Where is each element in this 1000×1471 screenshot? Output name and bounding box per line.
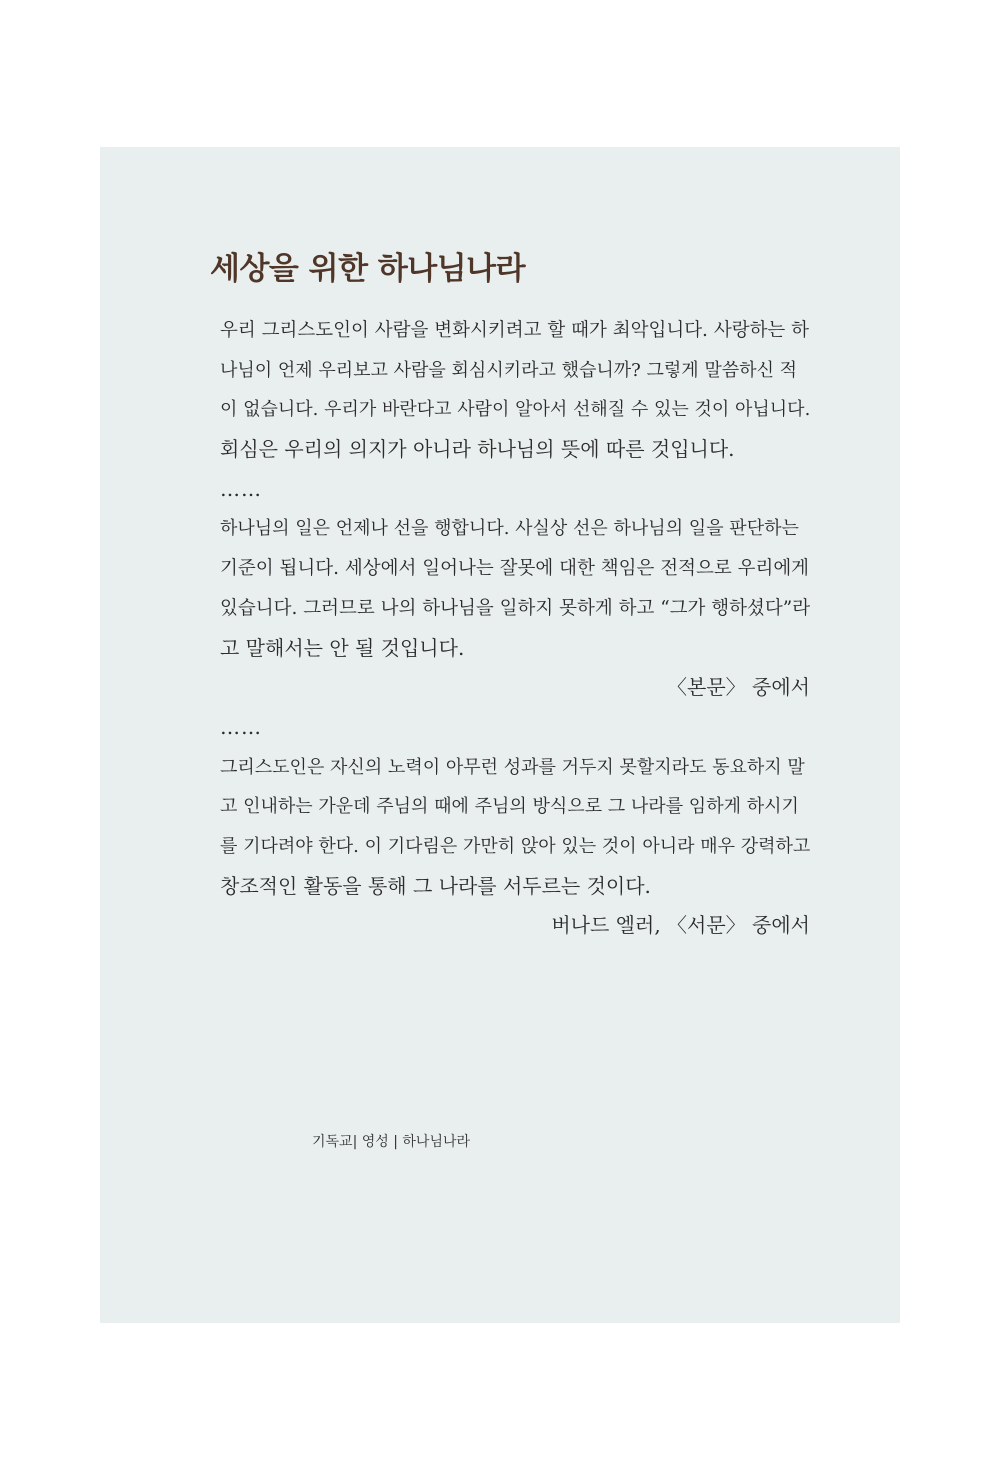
paragraph-1-line-3: 이 없습니다. 우리가 바란다고 사람이 알아서 선해질 수 있는 것이 아닙니다.	[220, 399, 810, 421]
back-cover-panel	[100, 147, 900, 1323]
paragraph-2-line-1: 하나님의 일은 언제나 선을 행합니다. 사실상 선은 하나님의 일을 판단하는	[220, 518, 799, 540]
ellipsis-1: ……	[220, 476, 262, 501]
source-attribution-2: 버나드 엘러, 〈서문〉 중에서	[551, 913, 810, 938]
paragraph-1-line-1: 우리 그리스도인이 사람을 변화시키려고 할 때가 최악입니다. 사랑하는 하	[220, 320, 810, 341]
paragraph-3-line-2: 고 인내하는 가운데 주님의 때에 주님의 방식으로 그 나라를 임하게 하시기	[220, 796, 799, 818]
paragraph-2-line-3: 있습니다. 그러므로 나의 하나님을 일하지 못하게 하고 “그가 행하셨다”라	[220, 597, 810, 619]
paragraph-3-line-3: 를 기다려야 한다. 이 기다림은 가만히 앉아 있는 것이 아니라 매우 강력하고	[220, 835, 810, 857]
paragraph-1-line-4: 회심은 우리의 의지가 아니라 하나님의 뜻에 따른 것입니다.	[220, 437, 735, 462]
paragraph-1-line-2: 나님이 언제 우리보고 사람을 회심시키라고 했습니까? 그렇게 말씀하신 적	[220, 359, 798, 381]
paragraph-3-line-1: 그리스도인은 자신의 노력이 아무런 성과를 거두지 못할지라도 동요하지 말	[220, 756, 805, 778]
book-title: 세상을 위한 하나님나라	[210, 251, 526, 287]
excerpt-text	[220, 311, 810, 946]
category-label: 기독교| 영성 | 하나님나라	[312, 1134, 471, 1150]
paragraph-2-line-4: 고 말해서는 안 될 것입니다.	[220, 635, 465, 660]
source-attribution-1: 〈본문〉 중에서	[667, 675, 810, 700]
paragraph-3-line-4: 창조적인 활동을 통해 그 나라를 서두르는 것이다.	[220, 873, 651, 898]
ellipsis-2: ……	[220, 714, 262, 739]
paragraph-2-line-2: 기준이 됩니다. 세상에서 일어나는 잘못에 대한 책임은 전적으로 우리에게	[220, 558, 810, 580]
